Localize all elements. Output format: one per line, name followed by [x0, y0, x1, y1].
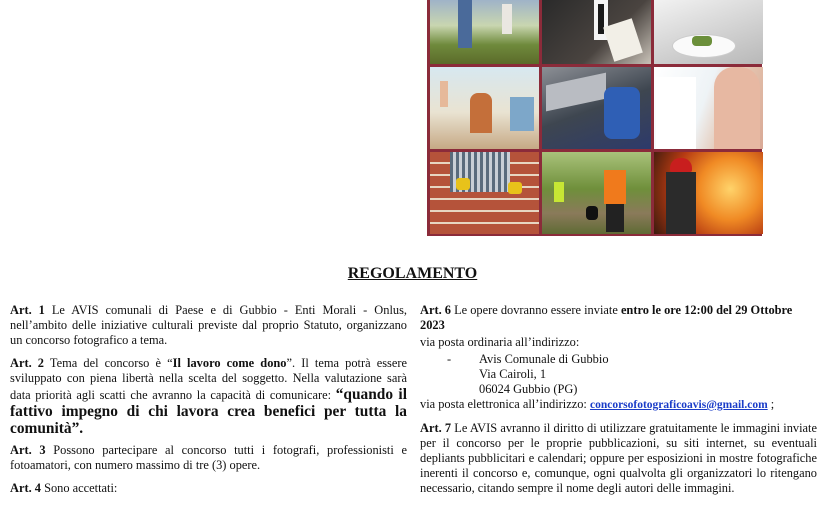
right-column: [420, 303, 817, 504]
photo-collage: [427, 0, 762, 236]
theme-quote: “quando il fattivo impegno di chi lavora crea benefici per tutta la comunità”.: [10, 386, 407, 437]
email-end: ;: [767, 397, 775, 411]
email-link[interactable]: concorsofotograficoavis@gmail.com: [589, 399, 768, 411]
email-line: [420, 397, 817, 413]
classroom-photo: [430, 67, 539, 149]
email-intro: via posta elettronica all’indirizzo:: [420, 397, 590, 411]
deadline: entro le ore 12:00 del 29 Ottobre 2023: [420, 303, 793, 332]
article-text: Le AVIS comunali di Paese e di Gubbio - Enti Morali - Onlus, nell’ambito delle iniziative culturali previste dal proprio Statuto, organizzano un concorso fotografico a tema.: [10, 303, 407, 347]
contest-theme: Il lavoro come dono: [172, 356, 287, 370]
article-text: Possono partecipare al concorso tutti i fotografi, professionisti e fotoamatori, con numero massimo di tre (3) opere.: [10, 443, 408, 472]
chef-plating-photo: [654, 0, 763, 64]
firefighter-photo: [654, 152, 763, 234]
article-text: Tema del concorso è “: [44, 356, 173, 370]
street-cleaner-photo: [542, 152, 651, 234]
address-line-3: 06024 Gubbio (PG): [479, 382, 578, 396]
article-6: [420, 303, 817, 333]
page-title: REGOLAMENTO: [347, 265, 478, 282]
article-label: Art. 1: [10, 303, 45, 317]
article-label: Art. 6: [420, 303, 451, 317]
address-line-2: Via Cairoli, 1: [479, 367, 547, 381]
article-text: Sono accettati:: [40, 481, 118, 495]
article-1: [10, 303, 407, 348]
postal-address: [420, 352, 817, 397]
address-dash: -: [447, 352, 452, 366]
article-2: [10, 356, 407, 437]
businessman-photo: [542, 0, 651, 64]
article-4: [10, 481, 407, 496]
farmer-field-photo: [430, 0, 539, 64]
article-text: Le opere dovranno essere inviate: [450, 303, 621, 317]
postal-intro: via posta ordinaria all’indirizzo:: [420, 335, 580, 349]
article-label: Art. 4: [10, 481, 41, 495]
article-text: ”. Il tema potrà essere sviluppato con piena libertà nella scelta del soggetto. Nella valutazione sarà data priorità agli scatti che avranno la capacità di comunicare:: [10, 356, 407, 402]
address-line-1: Avis Comunale di Gubbio: [479, 352, 609, 366]
left-column: [10, 303, 407, 504]
bricklayer-photo: [430, 152, 539, 234]
article-7: [420, 421, 817, 496]
article-label: Art. 2: [10, 356, 44, 370]
mechanic-car-photo: [542, 67, 651, 149]
article-label: Art. 7: [420, 421, 452, 435]
article-text: Le AVIS avranno il diritto di utilizzare gratuitamente le immagini inviate per il concorso per le proprie pubblicazioni, su siti internet, su eventuali depliants pubblicitari e calendari; oppure per esposizioni in mostre fotografiche inerenti il concorso e, comunque, ogni qualvolta gli organizzatori lo ritengano necessario, citando sempre il nome degli autori delle immagini.: [420, 421, 817, 495]
doctor-stethoscope-photo: [654, 67, 763, 149]
article-3: [10, 443, 407, 473]
article-label: Art. 3: [10, 443, 46, 457]
